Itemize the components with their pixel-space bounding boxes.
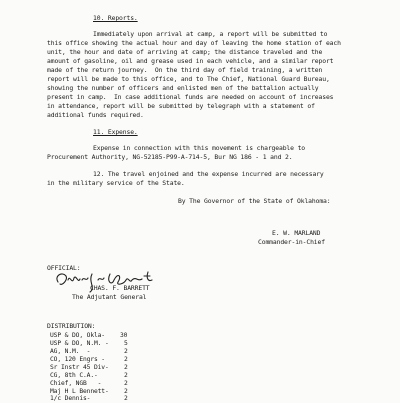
section-10-heading: 10. Reports. (93, 14, 138, 22)
distribution-row (50, 348, 90, 356)
distribution-count: 2 (124, 356, 128, 363)
distribution-recipient: CO, 120 Engrs - (50, 356, 105, 363)
distribution-row (50, 395, 90, 403)
section-10-line: this office showing the actual hour and day of leaving the home station of each (47, 39, 341, 47)
section-11-heading: 11. Expense. (93, 128, 138, 136)
distribution-row (50, 356, 105, 364)
distribution-count: 2 (124, 395, 128, 402)
section-10-line: made of the return journey. On the third day of field training, a written (47, 66, 323, 74)
distribution-count: 30 (120, 332, 128, 339)
section-11-line: Expense in connection with this movement is chargeable to (93, 144, 306, 152)
distribution-recipient: Sr Instr 45 Div- (50, 364, 109, 371)
distribution-recipient: 1/c Dennis- (50, 395, 91, 402)
section-10-line: report will be made to this office, and to The Chief, National Guard Bureau, (47, 75, 330, 83)
section-10-line: present in camp. In case additional funds are needed on account of increases (47, 93, 334, 101)
distribution-count: 5 (124, 340, 128, 347)
official-label: OFFICIAL: (47, 264, 81, 272)
distribution-count: 2 (124, 364, 128, 371)
distribution-row (50, 364, 109, 372)
distribution-row (50, 372, 98, 380)
section-10-line: Immediately upon arrival at camp, a report will be submitted to (93, 30, 328, 38)
distribution-recipient: USP & DO, Okla- (50, 332, 105, 339)
section-10-line: additional funds required. (47, 111, 144, 119)
section-12-line: in the military service of the State. (47, 179, 185, 187)
section-10-line: unit, the hour and date of arriving at camp; the distance traveled and the (47, 48, 323, 56)
distribution-label: DISTRIBUTION: (47, 322, 96, 330)
section-10-line: amount of gasoline, oil and grease used in each vehicle, and a similar report (47, 57, 334, 65)
section-10-line: showing the number of officers and enlisted men of the battalion actually (47, 84, 319, 92)
distribution-count: 2 (124, 348, 128, 355)
governor-title: Commander-in-Chief (258, 238, 325, 246)
distribution-row (50, 380, 101, 388)
distribution-recipient: Maj H L Bennett- (50, 388, 109, 395)
section-12-line: 12. The travel enjoined and the expense incurred are necessary (93, 170, 324, 178)
section-10-line: in attendance, report will be submitted by telegraph with a statement of (47, 102, 315, 110)
distribution-count: 2 (124, 388, 128, 395)
official-name: CHAS. F. BARRETT (90, 284, 150, 292)
distribution-recipient: CG, 8th C.A.- (50, 372, 98, 379)
distribution-recipient: Chief, NGB - (50, 380, 102, 387)
distribution-recipient: AG, N.M. - (50, 348, 91, 355)
authority-line: By The Governor of the State of Oklahoma: (178, 197, 331, 205)
distribution-recipient: USP & DO, N.M. - (50, 340, 109, 347)
distribution-count: 2 (124, 372, 128, 379)
distribution-row (50, 340, 109, 348)
distribution-count: 2 (124, 380, 128, 387)
official-title: The Adjutant General (72, 293, 147, 301)
distribution-row (50, 332, 105, 340)
section-11-line: Procurement Authority, NG-52185-P99-A-714-5, Bur NG 186 - 1 and 2. (47, 153, 293, 161)
governor-name: E. W. MARLAND (272, 229, 321, 237)
